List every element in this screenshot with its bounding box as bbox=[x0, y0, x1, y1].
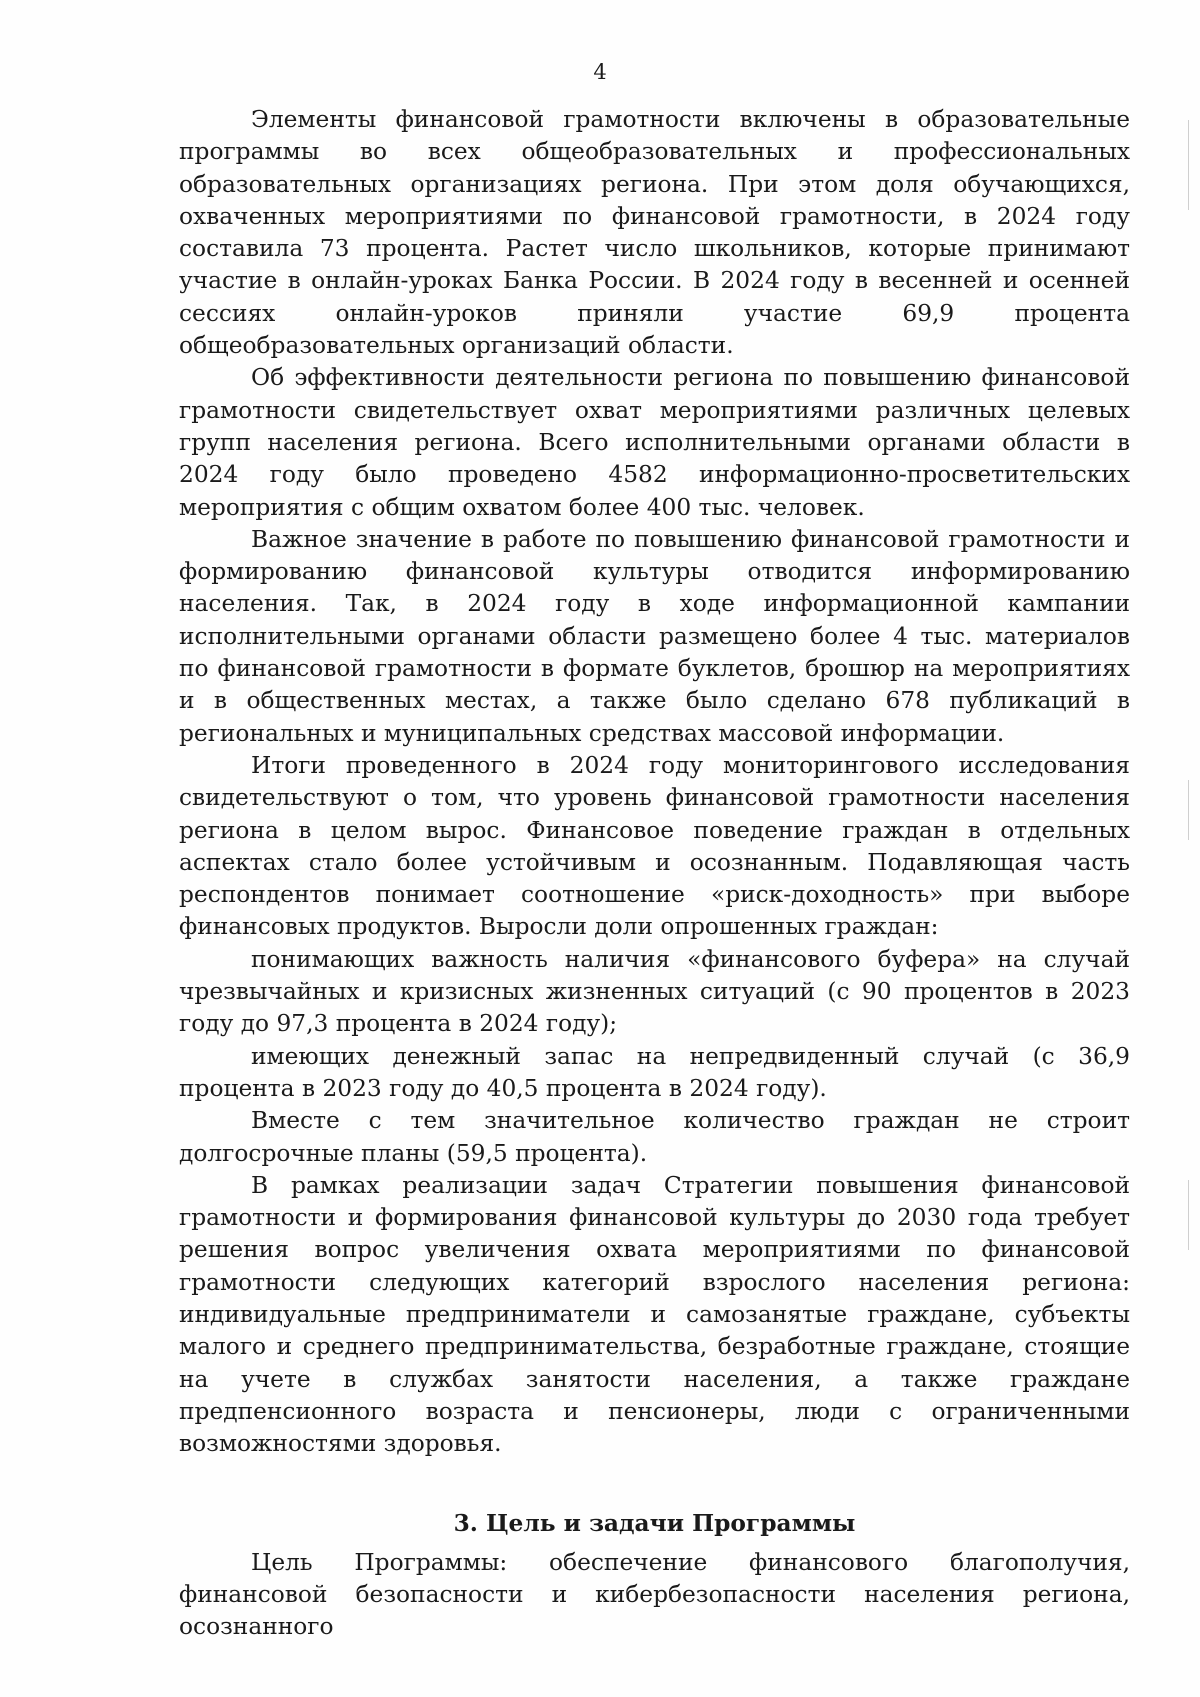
page-number: 4 bbox=[593, 60, 607, 84]
paragraph-informing-population: Важное значение в работе по повышению финансовой грамотности и формированию финансовой культуры отводится информированию населения. Так, в 2024 году в ходе информационной кампании исполнительными органами области размещено более 4 тыс. материалов по финансовой грамотности в формате буклетов, брошюр на мероприятиях и в общественных местах, а также было сделано 678 публикаций в региональных и муниципальных средствах массовой информации. bbox=[179, 525, 1130, 747]
section-heading: 3. Цель и задачи Программы bbox=[453, 1510, 856, 1538]
paragraph-financial-literacy-education: Элементы финансовой грамотности включены в образовательные программы во всех общеобразовательных и профессиональных образовательных организациях региона. При этом доля обучающихся, охваченных мероприятиями по финансовой грамотности, в 2024 году составила 73 процента. Растет число школьников, которые принимают участие в онлайн-уроках Банка России. В 2024 году в весенней и осенней сессиях онлайн-уроков приняли участие 69,9 процента общеобразовательных организаций области. bbox=[179, 106, 1130, 360]
list-item-cash-reserve: имеющих денежный запас на непредвиденный случай (с 36,9 процента в 2023 году до 40,5 процента в 2024 году). bbox=[179, 1042, 1130, 1102]
paragraph-monitoring-results: Итоги проведенного в 2024 году мониторингового исследования свидетельствуют о том, что уровень финансовой грамотности населения региона в целом вырос. Финансовое поведение граждан в отдельных аспектах стало более устойчивым и осознанным. Подавляющая часть респондентов понимает соотношение «риск-доходность» при выборе финансовых продуктов. Выросли доли опрошенных граждан: bbox=[179, 751, 1130, 941]
scan-edge-line bbox=[1188, 120, 1189, 210]
scan-edge-line bbox=[1188, 1180, 1189, 1250]
paragraph-long-term-plans: Вместе с тем значительное количество граждан не строит долгосрочные планы (59,5 процента). bbox=[179, 1107, 1130, 1167]
document-body bbox=[179, 104, 1130, 1644]
paragraph-program-goal: Цель Программы: обеспечение финансового благополучия, финансовой безопасности и кибербезопасности населения региона, осознанного bbox=[179, 1548, 1130, 1641]
scan-edge-line bbox=[1188, 780, 1189, 840]
paragraph-strategy-tasks: В рамках реализации задач Стратегии повышения финансовой грамотности и формирования финансовой культуры до 2030 года требует решения вопрос увеличения охвата мероприятиями по финансовой грамотности следующих категорий взрослого населения региона: индивидуальные предприниматели и самозанятые граждане, субъекты малого и среднего предпринимательства, безработные граждане, стоящие на учете в службах занятости населения, а также граждане предпенсионного возраста и пенсионеры, люди с ограниченными возможностями здоровья. bbox=[179, 1171, 1130, 1458]
paragraph-efficiency: Об эффективности деятельности региона по повышению финансовой грамотности свидетельствует охват мероприятиями различных целевых групп населения региона. Всего исполнительными органами области в 2024 году было проведено 4582 информационно-просветительских мероприятия с общим охватом более 400 тыс. человек. bbox=[179, 364, 1130, 521]
list-item-financial-buffer: понимающих важность наличия «финансового буфера» на случай чрезвычайных и кризисных жизненных ситуаций (с 90 процентов в 2023 году до 97,3 процента в 2024 году); bbox=[179, 945, 1130, 1038]
